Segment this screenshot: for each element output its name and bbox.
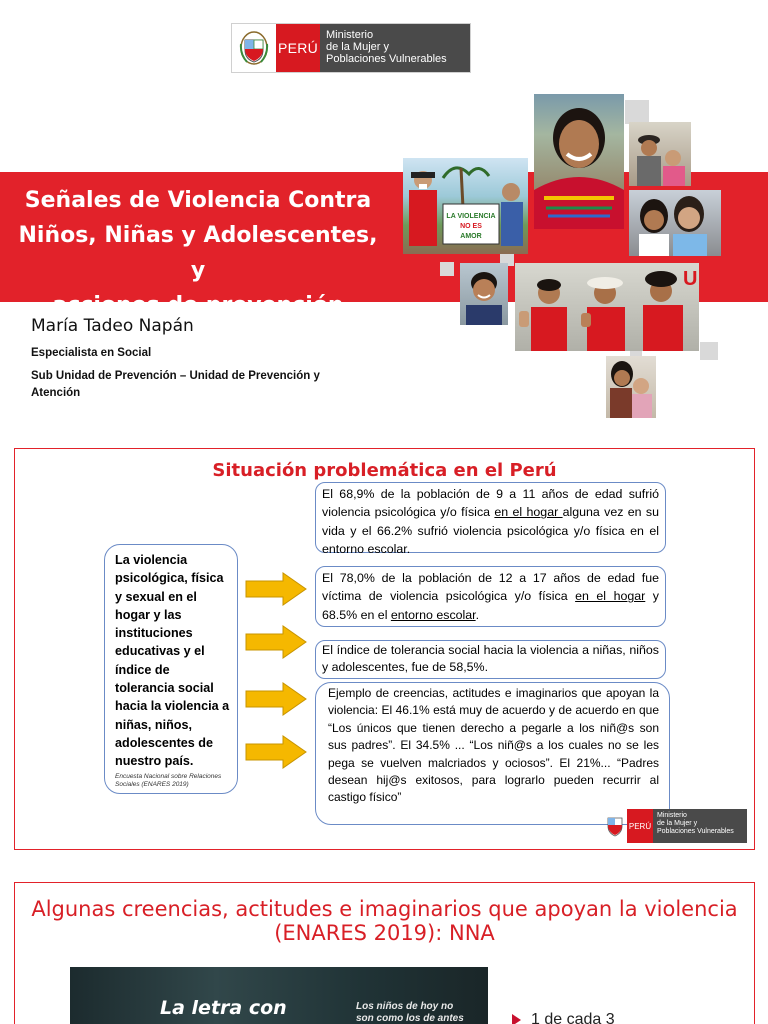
problem-slide bbox=[14, 448, 755, 850]
poster-line-3: AMOR bbox=[460, 233, 482, 240]
photo-smiling-girl bbox=[534, 94, 624, 229]
bullet-triangle-icon bbox=[512, 1014, 521, 1024]
campaign-headline: La letra con bbox=[160, 997, 287, 1019]
photo-boy bbox=[460, 263, 508, 325]
ministry-logo-small bbox=[603, 809, 747, 843]
author-name: María Tadeo Napán bbox=[31, 316, 194, 336]
slide-title: Algunas creencias, actitudes e imaginarios que apoyan la violencia (ENARES 2019): NNA bbox=[31, 897, 738, 945]
poster-line-2: NO ES bbox=[460, 223, 482, 230]
photo-collage bbox=[400, 92, 730, 422]
tolerance-index-box: El índice de tolerancia social hacia la violencia a niñas, niños y adolescentes, fue de 58,5%. bbox=[315, 640, 666, 679]
coat-of-arms-icon bbox=[603, 809, 627, 843]
ministry-name: Ministerio de la Mujer y Poblaciones Vulnerables bbox=[320, 24, 470, 72]
coat-of-arms-icon bbox=[232, 24, 276, 72]
beliefs-box: Ejemplo de creencias, actitudes e imaginarios que apoyan la violencia: El 46.1% está muy de acuerdo y de acuerdo en que “Los únicos que tienen derecho a pegarle a los niñ@s son sus padres”. El 34.5% ... “Los niñ@s a los cuales no se les pega se vuelven malcriados y ociosos”. El 21%... “Padres desean hij@s exitosos, para lograrlo pueden recurrir al castigo físico” bbox=[315, 682, 670, 825]
slide-title: Señales de Violencia Contra Niños, Niñas y Adolescentes, y acciones de prevención bbox=[18, 188, 378, 318]
beliefs-slide bbox=[14, 882, 755, 1024]
photo-women-red-vests bbox=[515, 263, 699, 351]
arrow-right-icon bbox=[245, 682, 307, 716]
peru-label: PERÚ bbox=[627, 809, 653, 843]
photo-two-girls bbox=[629, 190, 721, 256]
bullet-item: 1 de cada 3 bbox=[512, 1011, 615, 1024]
summary-text: La violencia psicológica, física y sexual en el hogar y las instituciones educativas y el índice de tolerancia social hacia la violencia a niñas, niños, adolescentes de nuestro país. bbox=[115, 553, 230, 769]
photo-woman-child bbox=[629, 122, 691, 186]
svg-text:U: U bbox=[683, 268, 698, 290]
photo-mother-baby bbox=[606, 356, 656, 418]
source-note: Encuesta Nacional sobre Relaciones Sociales (ENARES 2019) bbox=[115, 772, 222, 788]
author-unit: Sub Unidad de Prevención – Unidad de Prevención y Atención bbox=[31, 370, 320, 399]
arrow-right-icon bbox=[245, 735, 307, 769]
photo-volunteers-sign bbox=[403, 158, 528, 254]
ministry-logo bbox=[231, 23, 471, 73]
title-slide bbox=[0, 0, 768, 432]
summary-box bbox=[104, 544, 238, 794]
campaign-image bbox=[70, 967, 488, 1024]
campaign-subtext: Los niños de hoy no son como los de antes bbox=[356, 1001, 464, 1024]
arrow-right-icon bbox=[245, 625, 307, 659]
stat-box-9-11: El 68,9% de la población de 9 a 11 años de edad sufrió violencia psicológica y/o física en el hogar alguna vez en su vida y el 66.2% sufrió violencia psicológica y/o física en el entorno escolar. bbox=[315, 482, 666, 553]
arrow-right-icon bbox=[245, 572, 307, 606]
peru-label: PERÚ bbox=[276, 24, 320, 72]
poster-line-1: LA VIOLENCIA bbox=[446, 213, 496, 220]
author-role: Especialista en Social bbox=[31, 347, 152, 359]
ministry-name: Ministerio de la Mujer y Poblaciones Vulnerables bbox=[653, 809, 747, 843]
slide-title: Situación problemática en el Perú bbox=[212, 460, 557, 481]
stat-box-12-17: El 78,0% de la población de 12 a 17 años de edad fue víctima de violencia psicológica y/o física en el hogar y 68.5% en el entorno escolar. bbox=[315, 566, 666, 627]
